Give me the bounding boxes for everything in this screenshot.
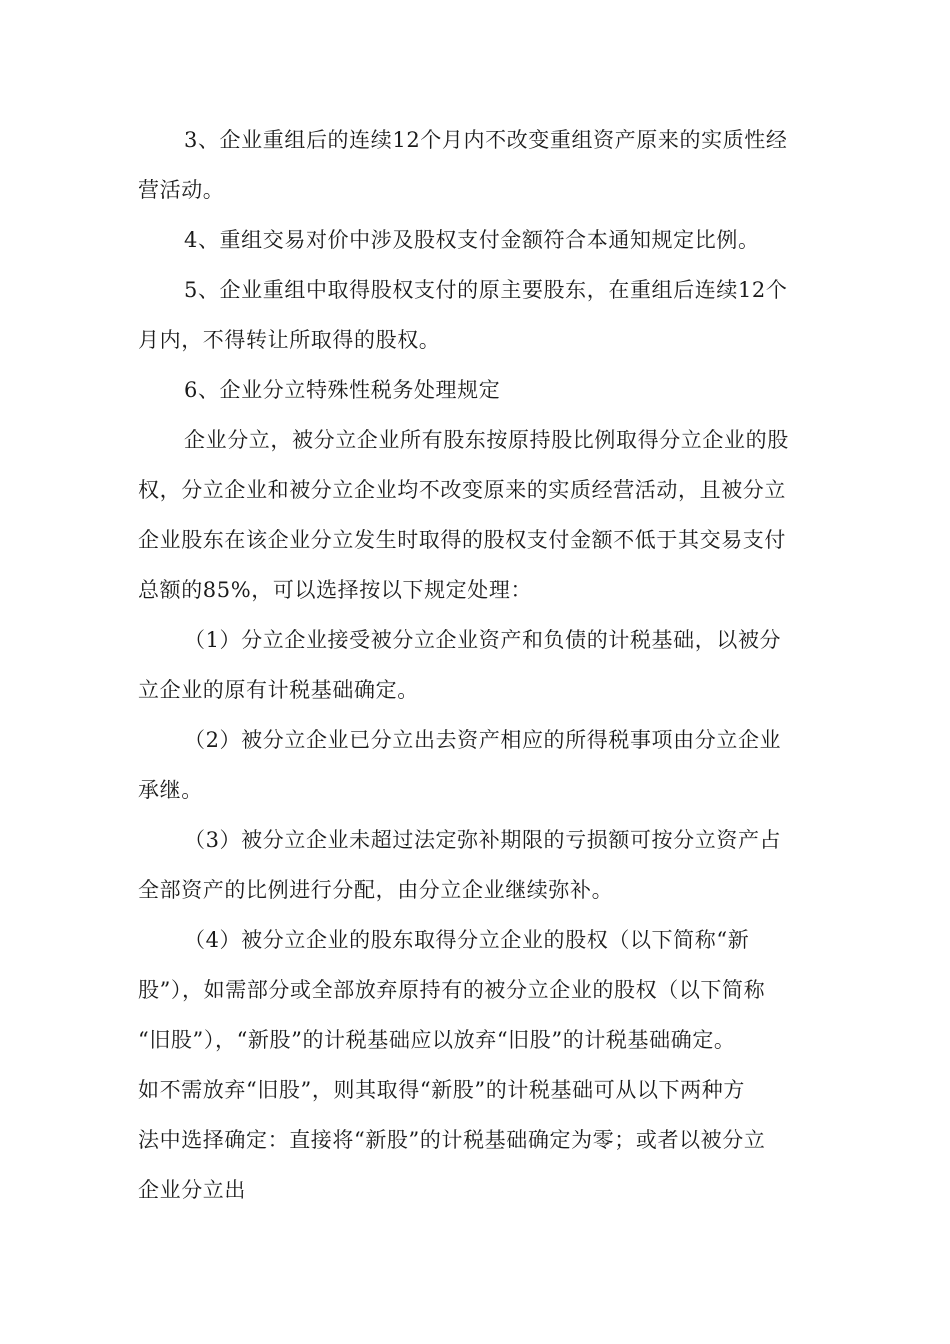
text-line: 立企业的原有计税基础确定。: [138, 678, 419, 702]
text-line: “旧股”），“新股”的计税基础应以放弃“旧股”的计税基础确定。: [138, 1028, 736, 1052]
text-line: 企业分立出: [138, 1178, 246, 1202]
text-line: 如不需放弃“旧股”，则其取得“新股”的计税基础可从以下两种方: [138, 1078, 745, 1102]
text-line: 营活动。: [138, 178, 225, 202]
text-line: 法中选择确定：直接将“新股”的计税基础确定为零；或者以被分立: [138, 1128, 766, 1152]
text-line: 承继。: [138, 778, 203, 802]
text-line: 企业分立，被分立企业所有股东按原持股比例取得分立企业的股: [184, 428, 789, 452]
text-line: 总额的85%，可以选择按以下规定处理：: [138, 578, 533, 602]
text-line: 权，分立企业和被分立企业均不改变原来的实质经营活动，且被分立: [138, 478, 786, 502]
section-heading: 6、企业分立特殊性税务处理规定: [184, 378, 501, 402]
text-line: （1）分立企业接受被分立企业资产和负债的计税基础，以被分: [184, 628, 782, 652]
text-line: （3）被分立企业未超过法定弥补期限的亏损额可按分立资产占: [184, 828, 782, 852]
text-line: （2）被分立企业已分立出去资产相应的所得税事项由分立企业: [184, 728, 782, 752]
text-line: 全部资产的比例进行分配，由分立企业继续弥补。: [138, 878, 614, 902]
text-line: 企业股东在该企业分立发生时取得的股权支付金额不低于其交易支付: [138, 528, 786, 552]
text-line: 月内，不得转让所取得的股权。: [138, 328, 441, 352]
text-line: 5、企业重组中取得股权支付的原主要股东，在重组后连续12个: [184, 278, 788, 302]
text-line: 3、企业重组后的连续12个月内不改变重组资产原来的实质性经: [184, 128, 788, 152]
text-line: 股”），如需部分或全部放弃原持有的被分立企业的股权（以下简称: [138, 978, 766, 1002]
text-line: （4）被分立企业的股东取得分立企业的股权（以下简称“新: [184, 928, 750, 952]
text-line: 4、重组交易对价中涉及股权支付金额符合本通知规定比例。: [184, 228, 760, 252]
